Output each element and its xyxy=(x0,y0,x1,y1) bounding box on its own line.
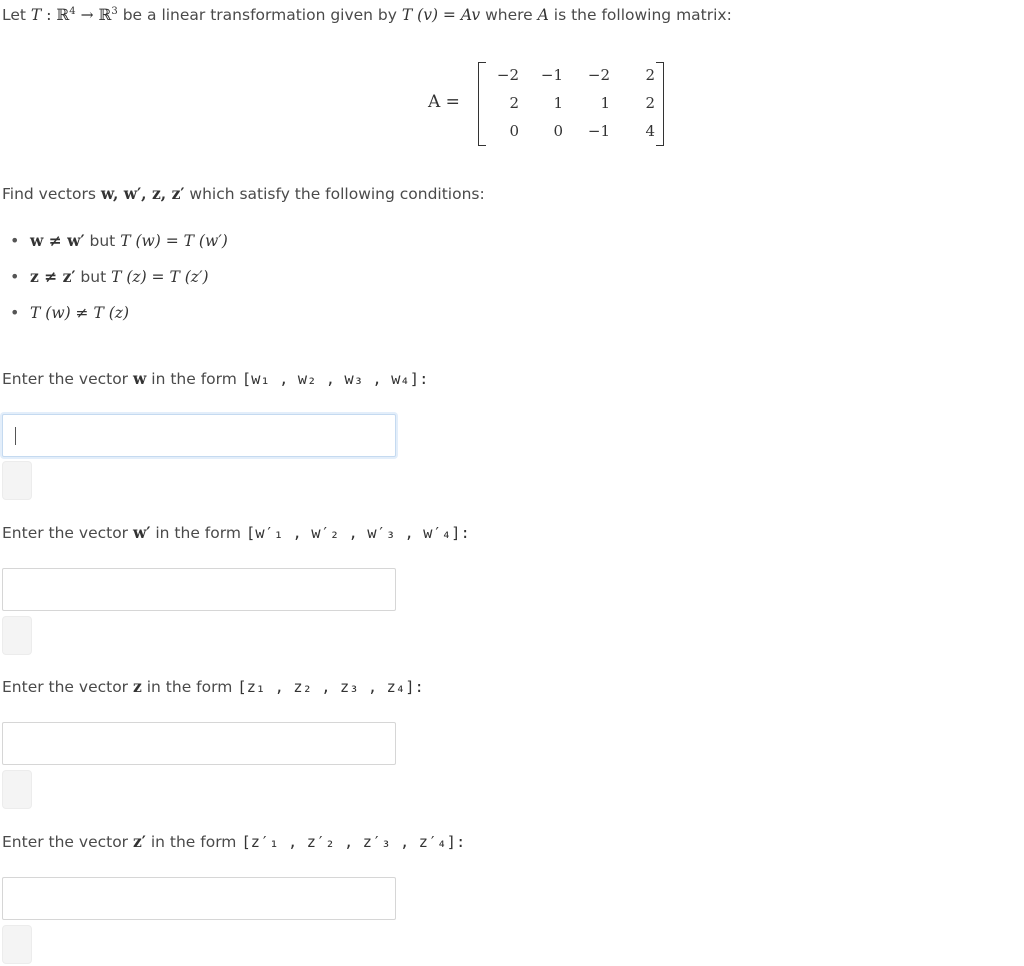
answer-preview-w xyxy=(2,461,32,500)
condition-rhs: T (w) = T (w′) xyxy=(120,232,228,250)
matrix-cell: 0 xyxy=(553,122,563,140)
condition-rhs: T (z) = T (z′) xyxy=(111,268,209,286)
matrix-cell: −2 xyxy=(587,66,610,84)
matrix-a xyxy=(478,62,664,146)
condition-but: but xyxy=(80,268,107,286)
intro-codomain-dim: 3 xyxy=(111,6,118,17)
find-text-2: which satisfy the following conditions: xyxy=(189,185,485,203)
problem-intro xyxy=(2,6,732,24)
matrix-cell: 4 xyxy=(645,122,655,140)
matrix-cell: −2 xyxy=(496,66,519,84)
matrix-cell: 2 xyxy=(509,94,519,112)
matrix-cell: 1 xyxy=(600,94,610,112)
prompt-form: [w′₁ , w′₂ , w′₃ , w′₄]: xyxy=(245,524,470,542)
prompt-vector: z′ xyxy=(133,832,146,851)
prompt-form-text: in the form xyxy=(151,370,237,388)
intro-codomain-r: ℝ xyxy=(98,6,112,24)
prompt-form: [z′₁ , z′₂ , z′₃ , z′₄]: xyxy=(241,833,466,851)
prompt-w xyxy=(2,369,428,388)
condition-lhs: w ≠ w′ xyxy=(30,231,85,250)
conditions-list xyxy=(10,226,228,334)
find-vectors-text xyxy=(2,184,485,203)
prompt-z-prime xyxy=(2,832,465,851)
matrix-bracket-top-right xyxy=(656,62,663,63)
condition-item xyxy=(10,298,228,334)
prompt-text: Enter the vector xyxy=(2,833,129,851)
answer-preview-z xyxy=(2,770,32,809)
intro-text-3: is the following matrix: xyxy=(553,6,732,24)
intro-let: Let xyxy=(2,6,26,24)
matrix-label: A = xyxy=(428,92,460,112)
vector-w-prime-input[interactable] xyxy=(2,568,396,611)
vector-z-prime-input[interactable] xyxy=(2,877,396,920)
matrix-cell: −1 xyxy=(540,66,563,84)
intro-arrow: → xyxy=(80,6,94,24)
intro-colon: : xyxy=(46,6,52,24)
intro-a-symbol: A xyxy=(537,6,549,24)
matrix-row xyxy=(479,66,663,92)
matrix-bracket-top-left xyxy=(479,62,486,63)
matrix-cell: −1 xyxy=(587,122,610,140)
intro-domain-dim: 4 xyxy=(69,6,76,17)
matrix-cell: 0 xyxy=(509,122,519,140)
prompt-vector: z xyxy=(133,677,142,696)
prompt-form-text: in the form xyxy=(150,833,237,851)
condition-lhs: T (w) ≠ T (z) xyxy=(30,304,129,322)
prompt-w-prime xyxy=(2,523,470,542)
prompt-vector: w xyxy=(133,369,147,388)
intro-t-symbol: T xyxy=(30,6,42,24)
text-cursor xyxy=(15,427,16,445)
matrix-cell: 1 xyxy=(553,94,563,112)
find-vectors-list: w, w′, z, z′ xyxy=(100,184,185,203)
matrix-cell: 2 xyxy=(645,94,655,112)
intro-text-1: be a linear transformation given by xyxy=(122,6,397,24)
find-text-1: Find vectors xyxy=(2,185,96,203)
prompt-form-text: in the form xyxy=(155,524,241,542)
prompt-vector: w′ xyxy=(133,523,151,542)
prompt-form-text: in the form xyxy=(146,678,233,696)
matrix-cell: 2 xyxy=(645,66,655,84)
condition-but: but xyxy=(89,232,116,250)
prompt-form: [z₁ , z₂ , z₃ , z₄]: xyxy=(237,678,424,696)
intro-domain-r: ℝ xyxy=(56,6,70,24)
prompt-text: Enter the vector xyxy=(2,370,129,388)
condition-item xyxy=(10,226,228,262)
matrix-row xyxy=(479,94,663,120)
intro-equation: T (v) = Av xyxy=(401,6,481,24)
answer-preview-z-prime xyxy=(2,925,32,964)
intro-text-2: where xyxy=(485,6,533,24)
prompt-form: [w₁ , w₂ , w₃ , w₄]: xyxy=(241,370,429,388)
prompt-text: Enter the vector xyxy=(2,524,129,542)
prompt-z xyxy=(2,677,424,696)
condition-lhs: z ≠ z′ xyxy=(30,267,76,286)
prompt-text: Enter the vector xyxy=(2,678,129,696)
vector-z-input[interactable] xyxy=(2,722,396,765)
answer-preview-w-prime xyxy=(2,616,32,655)
condition-item xyxy=(10,262,228,298)
vector-w-input[interactable] xyxy=(2,414,396,457)
matrix-row xyxy=(479,122,663,148)
